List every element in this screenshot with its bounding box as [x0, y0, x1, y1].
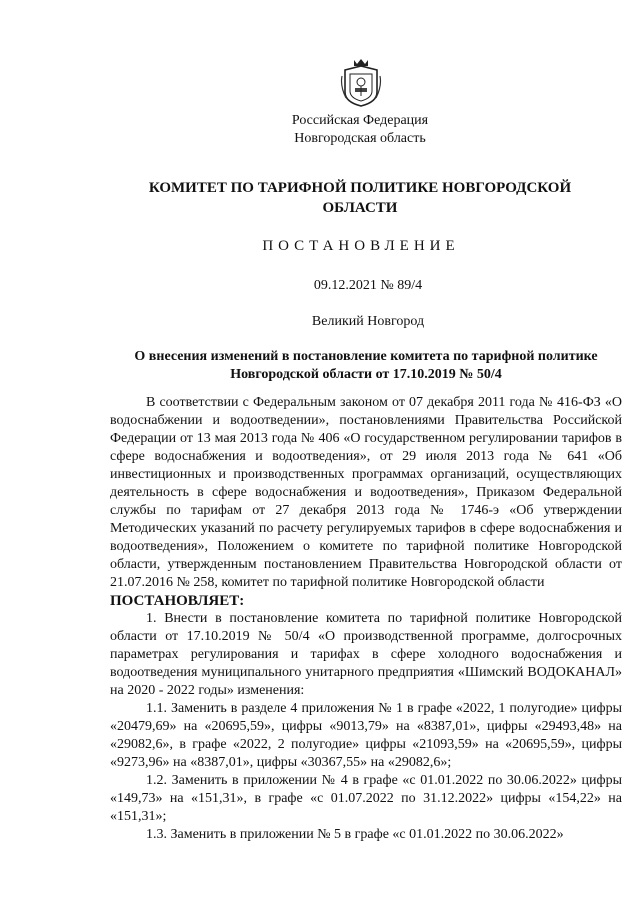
decree-word: ПОСТАНОВЛЯЕТ:	[110, 593, 245, 609]
preamble-paragraph: В соответствии с Федеральным законом от 07 декабря 2011 года № 416-ФЗ «О водоснабжении и водоотведении», постановлениями Правительства Российской Федерации от 13 мая 2013 года № 406 «О государственном регулировании тарифов в сфере водоснабжения и водоотведения», от 29 июля 2013 года № 641 «Об инвестиционных и производственных программах организаций, осуществляющих деятельность в сфере водоснабжения и водоотведения», Приказом Федеральной службы по тарифам от 27 декабря 2013 года № 1746-э «Об утверждении Методических указаний по расчету регулируемых тарифов в сфере водоснабжения и водоотведения», Положением о комитете по тарифной политике Новгородской области, утвержденным постановлением Правительства Новгородской области от 21.07.2016 № 258, комитет по тарифной политике Новгородской области	[110, 395, 622, 590]
region-name: Новгородская область	[294, 131, 426, 146]
clause-1-1: 1.1. Заменить в разделе 4 приложения № 1 в графе «2022, 1 полугодие» цифры «20479,69» на «20695,59», цифры «9013,79» на «8387,01», цифры «29493,48» на «29082,6», в графе «2022, 2 полугодие» цифры «21093,59» на «20695,59», цифры «9273,96» на «8387,01», цифры «30367,55» на «29082,6»;	[110, 701, 622, 770]
coat-of-arms-icon	[340, 56, 382, 108]
clause-1-2: 1.2. Заменить в приложении № 4 в графе «с 01.01.2022 по 30.06.2022» цифры «149,73» на «151,31», в графе «с 01.07.2022 по 31.12.2022» цифры «154,22» на «151,31»;	[110, 773, 622, 824]
document-body	[110, 394, 622, 844]
clause-1: 1. Внести в постановление комитета по тарифной политике Новгородской области от 17.10.2019 № 50/4 «О производственной программе, долгосрочных параметрах регулирования и тарифах в сфере холодного водоснабжения и водоотведения муниципального унитарного предприятия «Шимский ВОДОКАНАЛ» на 2020 - 2022 годы» изменения:	[110, 611, 622, 698]
city: Великий Новгород	[311, 314, 425, 329]
clause-1-3: 1.3. Заменить в приложении № 5 в графе «с 01.01.2022 по 30.06.2022»	[146, 827, 564, 842]
subject-line1: О внесения изменений в постановление комитета по тарифной политике	[134, 349, 598, 364]
subject-line2: Новгородской области от 17.10.2019 № 50/4	[230, 367, 502, 382]
country-name: Российская Федерация	[291, 113, 429, 128]
document-type: ПОСТАНОВЛЕНИЕ	[262, 238, 460, 254]
committee-title-line1: КОМИТЕТ ПО ТАРИФНОЙ ПОЛИТИКЕ НОВГОРОДСКОЙ	[148, 180, 572, 196]
committee-title-line2: ОБЛАСТИ	[322, 200, 398, 216]
date-and-number: 09.12.2021 № 89/4	[313, 278, 423, 293]
